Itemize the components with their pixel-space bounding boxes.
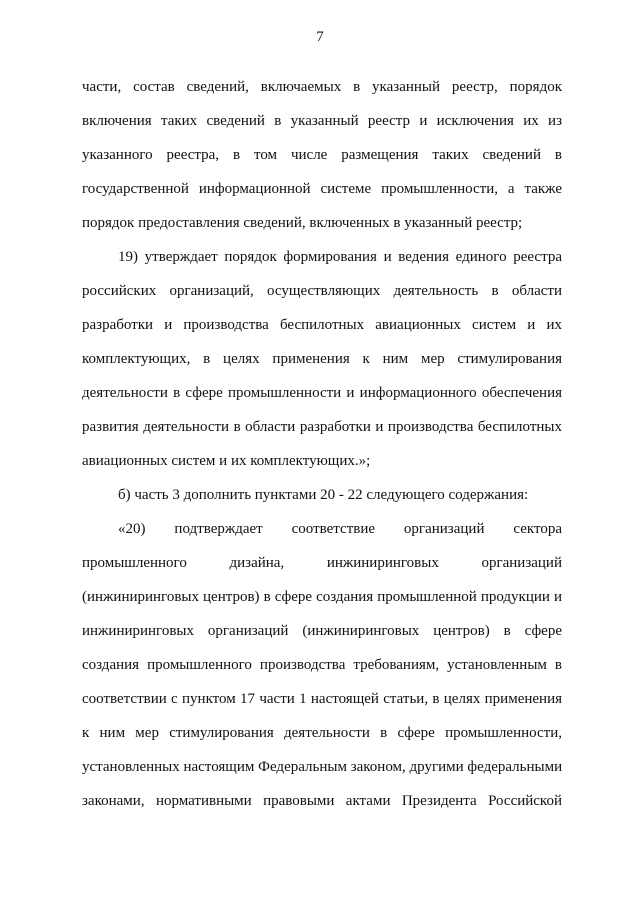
text-line: государственной информационной системе промышленности, а также (82, 181, 562, 197)
text-line: создания промышленного производства требованиям, установленным в (82, 657, 562, 673)
paragraph-first-line: «20) подтверждает соответствие организаций сектора (118, 521, 562, 537)
text-line: части, состав сведений, включаемых в указанный реестр, порядок (82, 79, 562, 95)
text-line: авиационных систем и их комплектующих.»; (82, 453, 371, 469)
text-line: включения таких сведений в указанный реестр и исключения их из (82, 113, 562, 129)
text-line: порядок предоставления сведений, включенных в указанный реестр; (82, 215, 523, 231)
text-line: соответствии с пунктом 17 части 1 настоящей статьи, в целях применения (82, 691, 562, 707)
paragraph-first-line: б) часть 3 дополнить пунктами 20 - 22 следующего содержания: (118, 487, 529, 503)
text-line: указанного реестра, в том числе размещения таких сведений в (82, 147, 562, 163)
text-line: инжиниринговых организаций (инжиниринговых центров) в сфере (82, 623, 562, 639)
text-line: разработки и производства беспилотных авиационных систем и их (82, 317, 562, 333)
paragraph-first-line: 19) утверждает порядок формирования и ведения единого реестра (118, 249, 562, 265)
text-line: промышленного дизайна, инжиниринговых организаций (82, 555, 562, 571)
text-line: российских организаций, осуществляющих деятельность в области (82, 283, 562, 299)
text-line: комплектующих, в целях применения к ним мер стимулирования (82, 351, 562, 367)
text-line: к ним мер стимулирования деятельности в сфере промышленности, (82, 725, 562, 741)
text-line: (инжиниринговых центров) в сфере создания промышленной продукции и (82, 589, 562, 605)
text-line: развития деятельности в области разработки и производства беспилотных (82, 419, 562, 435)
text-line: законами, нормативными правовыми актами Президента Российской (82, 793, 562, 809)
text-line: установленных настоящим Федеральным законом, другими федеральными (82, 759, 563, 775)
page-number: 7 (316, 29, 324, 45)
text-line: деятельности в сфере промышленности и информационного обеспечения (82, 385, 562, 401)
